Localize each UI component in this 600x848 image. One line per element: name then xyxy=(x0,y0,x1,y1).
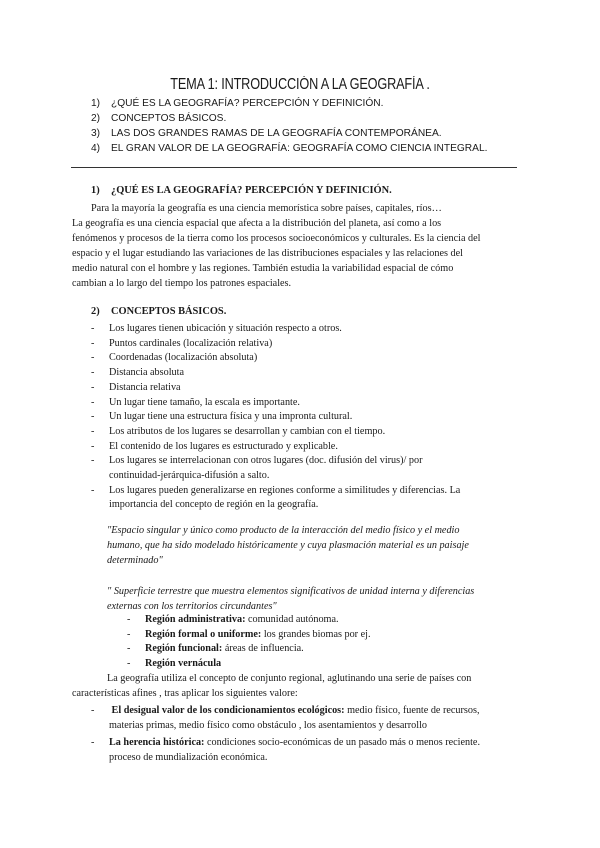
paragraph-line: La geografía utiliza el concepto de conjunto regional, aglutinando una serie de países con xyxy=(107,673,472,684)
region-type-label: Región funcional: xyxy=(145,643,223,654)
paragraph-line: cambian a lo largo del tiempo los patrones espaciales. xyxy=(72,278,292,289)
toc-text: EL GRAN VALOR DE LA GEOGRAFÍA: GEOGRAFÍA COMO CIENCIA INTEGRAL. xyxy=(111,143,488,154)
value-text: medio físico, fuente de recursos, xyxy=(344,705,480,716)
value-continuation: proceso de mundialización económica. xyxy=(109,752,268,763)
region-type-item xyxy=(127,657,371,672)
toc-number: 4) xyxy=(91,143,101,154)
table-of-contents xyxy=(91,96,487,156)
paragraph-line: Para la mayoría la geografía es una ciencia memorística sobre países, capitales, ríos… xyxy=(91,203,442,214)
section-2-heading xyxy=(91,306,226,317)
list-item: - Los lugares tienen ubicación y situación respecto a otros. xyxy=(91,322,460,337)
quote-line: humano, que ha sido modelado históricamente y cuya plasmación material es un paisaje xyxy=(107,540,469,551)
concepts-list xyxy=(91,322,460,513)
toc-number: 3) xyxy=(91,128,101,139)
page-title: TEMA 1: INTRODUCCIÓN A LA GEOGRAFÍA . xyxy=(170,76,430,93)
list-item: - Distancia absoluta xyxy=(91,366,460,381)
list-item: - Distancia relativa xyxy=(91,381,460,396)
toc-item xyxy=(91,96,487,111)
region-type-text: los grandes biomas por ej. xyxy=(261,628,371,640)
region-types-list xyxy=(127,613,371,671)
toc-number: 2) xyxy=(91,113,101,124)
list-item-continuation: continuidad-jerárquica-difusión a salto. xyxy=(109,470,270,482)
list-item: - Los atributos de los lugares se desarrollan y cambian con el tiempo. xyxy=(91,425,460,440)
value-continuation: materias primas, medio físico como obstáculo , los asentamientos y desarrollo xyxy=(109,720,428,731)
region-type-item xyxy=(127,613,371,628)
section-title: ¿QUÉ ES LA GEOGRAFÍA? PERCEPCIÓN Y DEFINICIÓN. xyxy=(111,185,392,196)
paragraph-line: características afines , tras aplicar los siguientes valore: xyxy=(72,688,298,699)
region-type-label: Región administrativa: xyxy=(145,614,246,625)
list-item: - Un lugar tiene tamaño, la escala es importante. xyxy=(91,396,460,411)
section-title: CONCEPTOS BÁSICOS. xyxy=(111,306,227,317)
region-type-label: Región formal o uniforme: xyxy=(145,628,262,640)
region-type-text: áreas de influencia. xyxy=(222,643,304,654)
quote-line: externas con los territorios circundantes" xyxy=(107,601,277,612)
region-type-text: comunidad autónoma. xyxy=(245,614,339,625)
value-label: El desigual valor de los condicionamientos ecológicos: xyxy=(111,705,345,716)
quote-line: " Superficie terrestre que muestra elementos significativos de unidad interna y diferencias xyxy=(107,586,475,597)
value-item xyxy=(91,735,480,750)
section-1-heading xyxy=(91,185,392,196)
region-type-item xyxy=(127,628,371,643)
region-type-label: Región vernácula xyxy=(145,657,222,669)
quote-line: determinado" xyxy=(107,555,163,566)
paragraph-line: fenómenos y procesos de la tierra como los procesos socioeconómicos y culturales. Es la ciencia del xyxy=(72,233,481,244)
toc-text: ¿QUÉ ES LA GEOGRAFÍA? PERCEPCIÓN Y DEFINICIÓN. xyxy=(111,98,384,109)
list-item: - Los lugares pueden generalizarse en regiones conforme a similitudes y diferencias. La xyxy=(91,484,460,499)
list-item: - Coordenadas (localización absoluta) xyxy=(91,351,460,366)
region-type-item xyxy=(127,642,371,657)
value-text: condiciones socio-económicas de un pasado más o menos reciente. xyxy=(204,737,480,748)
list-item-continuation: importancia del concepto de región en la geografía. xyxy=(109,499,319,511)
toc-number: 1) xyxy=(91,98,101,109)
quote-line: "Espacio singular y único como producto de la interacción del medio físico y el medio xyxy=(107,525,460,536)
section-number: 1) xyxy=(91,185,100,196)
value-label: La herencia histórica: xyxy=(109,737,205,748)
region-quote-1 xyxy=(107,523,469,568)
list-item: - El contenido de los lugares es estructurado y explicable. xyxy=(91,440,460,455)
list-item: - Los lugares se interrelacionan con otros lugares (doc. difusión del virus)/ por xyxy=(91,454,460,469)
paragraph-line: espacio y el lugar estudiando las variaciones de las distribuciones espaciales y las relaciones del xyxy=(72,248,463,259)
toc-item xyxy=(91,141,487,156)
toc-text: LAS DOS GRANDES RAMAS DE LA GEOGRAFÍA CONTEMPORÁNEA. xyxy=(111,128,442,139)
paragraph-line: La geografía es una ciencia espacial que afecta a la distribución del planeta, así como a los xyxy=(72,218,442,229)
list-item: - Un lugar tiene una estructura física y una impronta cultural. xyxy=(91,410,460,425)
list-item: - Puntos cardinales (localización relativa) xyxy=(91,337,460,352)
toc-item xyxy=(91,111,487,126)
toc-item xyxy=(91,126,487,141)
horizontal-divider xyxy=(71,167,517,168)
region-quote-2 xyxy=(107,584,474,614)
value-item xyxy=(91,703,480,718)
section-number: 2) xyxy=(91,306,100,317)
values-list xyxy=(91,703,480,765)
paragraph-line: medio natural con el hombre y las regiones. También estudia la variabilidad espacial de cómo xyxy=(72,263,454,274)
toc-text: CONCEPTOS BÁSICOS. xyxy=(111,113,227,124)
